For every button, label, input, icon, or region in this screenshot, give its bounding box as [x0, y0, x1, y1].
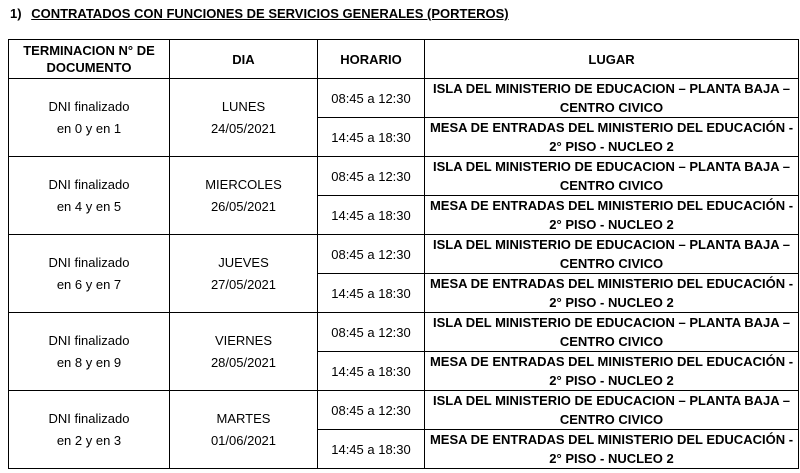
day-cell	[170, 157, 318, 235]
place-line1: ISLA DEL MINISTERIO DE EDUCACION – PLANTA BAJA –	[432, 81, 791, 96]
place-line2: CENTRO CIVICO	[559, 178, 664, 193]
dni-line1: DNI finalizado	[48, 254, 130, 270]
place-line2: 2° PISO - NUCLEO 2	[549, 373, 674, 388]
day-date: 27/05/2021	[210, 276, 277, 292]
place-cell	[425, 235, 799, 274]
place-cell	[425, 430, 799, 469]
day-date: 26/05/2021	[210, 198, 277, 214]
day-cell	[170, 79, 318, 157]
place-line2: CENTRO CIVICO	[559, 256, 664, 271]
place-line1: ISLA DEL MINISTERIO DE EDUCACION – PLANTA BAJA –	[432, 237, 791, 252]
time-cell: 14:45 a 18:30	[318, 118, 425, 157]
place-line2: 2° PISO - NUCLEO 2	[549, 295, 674, 310]
place-cell	[425, 157, 799, 196]
place-line1: MESA DE ENTRADAS DEL MINISTERIO DEL EDUCACIÓN -	[429, 198, 794, 213]
table-row	[9, 79, 799, 118]
header-row	[9, 40, 799, 79]
day-date: 28/05/2021	[210, 354, 277, 370]
day-cell	[170, 313, 318, 391]
day-date: 01/06/2021	[210, 432, 277, 448]
time-cell: 14:45 a 18:30	[318, 352, 425, 391]
place-line1: ISLA DEL MINISTERIO DE EDUCACION – PLANTA BAJA –	[432, 159, 791, 174]
day-name: LUNES	[221, 98, 266, 114]
place-cell	[425, 313, 799, 352]
day-date: 24/05/2021	[210, 120, 277, 136]
time-cell: 08:45 a 12:30	[318, 235, 425, 274]
dni-line1: DNI finalizado	[48, 332, 130, 348]
time-cell: 14:45 a 18:30	[318, 274, 425, 313]
time-cell: 08:45 a 12:30	[318, 157, 425, 196]
place-line1: MESA DE ENTRADAS DEL MINISTERIO DEL EDUCACIÓN -	[429, 276, 794, 291]
header-day: DIA	[170, 40, 318, 79]
place-line1: MESA DE ENTRADAS DEL MINISTERIO DEL EDUCACIÓN -	[429, 432, 794, 447]
section-heading	[10, 6, 509, 21]
dni-line2: en 0 y en 1	[56, 120, 122, 136]
place-line2: 2° PISO - NUCLEO 2	[549, 139, 674, 154]
dni-cell	[9, 79, 170, 157]
header-schedule: HORARIO	[318, 40, 425, 79]
dni-cell	[9, 235, 170, 313]
time-cell: 14:45 a 18:30	[318, 196, 425, 235]
day-name: JUEVES	[218, 254, 269, 270]
table-row	[9, 313, 799, 352]
time-cell: 08:45 a 12:30	[318, 79, 425, 118]
section-title: CONTRATADOS CON FUNCIONES DE SERVICIOS GENERALES (PORTEROS)	[31, 6, 509, 21]
schedule-table	[8, 39, 799, 469]
place-line2: 2° PISO - NUCLEO 2	[549, 217, 674, 232]
table-row	[9, 235, 799, 274]
day-name: VIERNES	[214, 332, 273, 348]
place-cell	[425, 274, 799, 313]
place-cell	[425, 391, 799, 430]
day-cell	[170, 235, 318, 313]
dni-line2: en 6 y en 7	[56, 276, 122, 292]
header-termination: TERMINACION N° DE DOCUMENTO	[9, 40, 170, 79]
place-line1: MESA DE ENTRADAS DEL MINISTERIO DEL EDUCACIÓN -	[429, 354, 794, 369]
section-number: 1)	[10, 6, 22, 21]
table-row	[9, 157, 799, 196]
place-line2: CENTRO CIVICO	[559, 412, 664, 427]
day-name: MIERCOLES	[205, 176, 282, 192]
header-place: LUGAR	[425, 40, 799, 79]
dni-cell	[9, 157, 170, 235]
place-line2: 2° PISO - NUCLEO 2	[549, 451, 674, 466]
table-row	[9, 391, 799, 430]
place-cell	[425, 196, 799, 235]
place-cell	[425, 79, 799, 118]
place-line2: CENTRO CIVICO	[559, 100, 664, 115]
place-line1: ISLA DEL MINISTERIO DE EDUCACION – PLANTA BAJA –	[432, 393, 791, 408]
dni-line1: DNI finalizado	[48, 98, 130, 114]
time-cell: 14:45 a 18:30	[318, 430, 425, 469]
dni-line1: DNI finalizado	[48, 410, 130, 426]
dni-cell	[9, 313, 170, 391]
place-cell	[425, 118, 799, 157]
time-cell: 08:45 a 12:30	[318, 391, 425, 430]
dni-line2: en 8 y en 9	[56, 354, 122, 370]
place-cell	[425, 352, 799, 391]
place-line1: ISLA DEL MINISTERIO DE EDUCACION – PLANTA BAJA –	[432, 315, 791, 330]
dni-line2: en 4 y en 5	[56, 198, 122, 214]
dni-line2: en 2 y en 3	[56, 432, 122, 448]
dni-cell	[9, 391, 170, 469]
time-cell: 08:45 a 12:30	[318, 313, 425, 352]
dni-line1: DNI finalizado	[48, 176, 130, 192]
place-line2: CENTRO CIVICO	[559, 334, 664, 349]
place-line1: MESA DE ENTRADAS DEL MINISTERIO DEL EDUCACIÓN -	[429, 120, 794, 135]
day-name: MARTES	[216, 410, 271, 426]
day-cell	[170, 391, 318, 469]
